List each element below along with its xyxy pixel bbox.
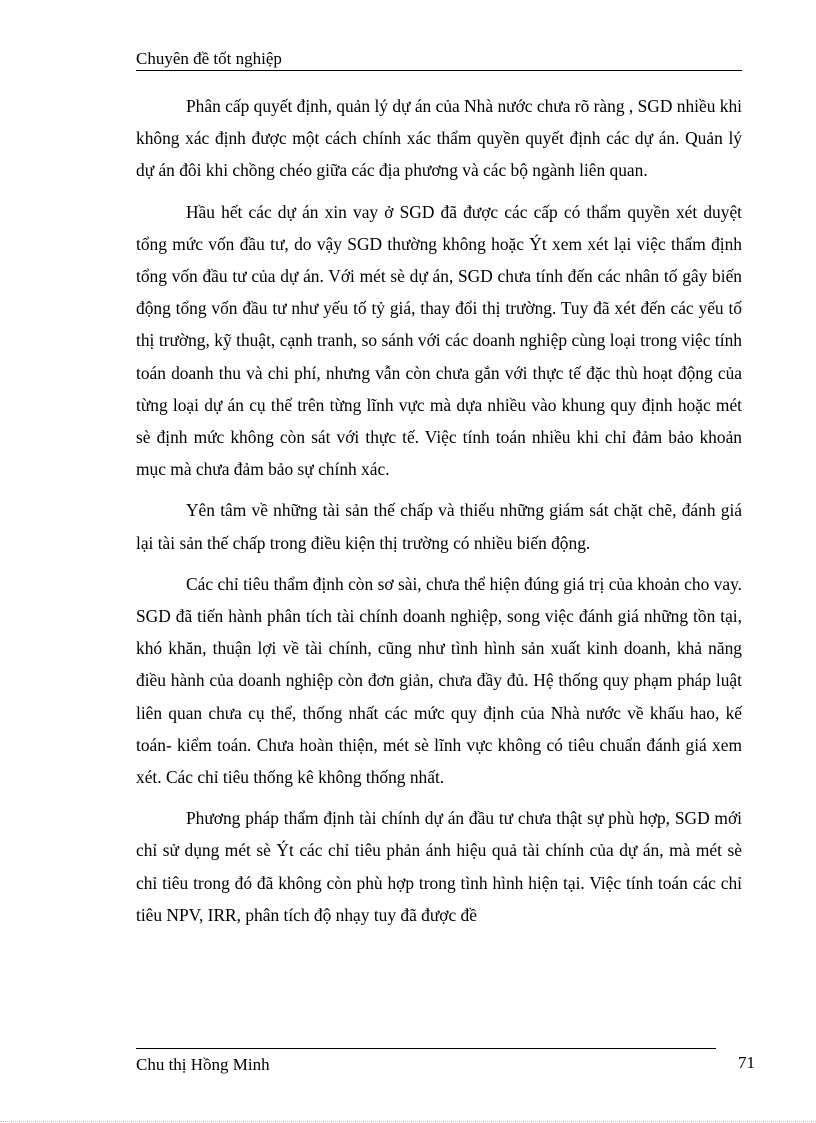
footer-author: Chu thị Hồng Minh <box>136 1055 270 1074</box>
page-edge-divider <box>0 1121 816 1122</box>
paragraph-4: Các chỉ tiêu thẩm định còn sơ sài, chưa thể hiện đúng giá trị của khoản cho vay. SGD đã tiến hành phân tích tài chính doanh nghiệp, song việc đánh giá những tồn tại, khó khăn, thuận lợi về tài chính, cũng như tình hình sản xuất kinh doanh, khả năng điều hành của doanh nghiệp còn đơn giản, chưa đầy đủ. Hệ thống quy phạm pháp luật liên quan chưa cụ thể, thống nhất các mức quy định của Nhà nước về khấu hao, kế toán- kiểm toán. Chưa hoàn thiện, mét sè lĩnh vực không có tiêu chuẩn đánh giá xem xét. Các chỉ tiêu thống kê không thống nhất. <box>136 573 742 788</box>
header-divider <box>136 70 742 71</box>
document-body <box>136 90 742 931</box>
paragraph-3: Yên tâm về những tài sản thế chấp và thiếu những giám sát chặt chẽ, đánh giá lại tài sản thế chấp trong điều kiện thị trường có nhiều biến động. <box>136 500 742 553</box>
paragraph-5: Phương pháp thẩm định tài chính dự án đầu tư chưa thật sự phù hợp, SGD mới chỉ sử dụng mét sè Ýt các chỉ tiêu phản ánh hiệu quả tài chính của dự án, mà mét sè chỉ tiêu trong đó đã không còn phù hợp trong tình hình hiện tại. Việc tính toán các chỉ tiêu NPV, IRR, phân tích độ nhạy tuy đã được đề <box>136 808 742 925</box>
page-number: 71 <box>738 1053 755 1072</box>
paragraph-2: Hầu hết các dự án xin vay ở SGD đã được các cấp có thẩm quyền xét duyệt tổng mức vốn đầu tư, do vậy SGD thường không hoặc Ýt xem xét lại việc thẩm định tổng vốn đầu tư của dự án. Với mét sè dự án, SGD chưa tính đến các nhân tố gây biến động tổng vốn đầu tư như yếu tố tỷ giá, thay đổi thị trường. Tuy đã xét đến các yếu tố thị trường, kỹ thuật, cạnh tranh, so sánh với các doanh nghiệp cùng loại trong việc tính toán doanh thu và chi phí, nhưng vẫn còn chưa gắn với thực tế đặc thù hoạt động của từng loại dự án cụ thể trên từng lĩnh vực mà dựa nhiều vào khung quy định hoặc mét sè định mức không còn sát với thực tế. Việc tính toán nhiều khi chỉ đảm bảo khoản mục mà chưa đảm bảo sự chính xác. <box>136 201 742 480</box>
footer-divider <box>136 1048 716 1049</box>
header-title: Chuyên đề tốt nghiệp <box>136 49 282 68</box>
paragraph-1: Phân cấp quyết định, quản lý dự án của Nhà nước chưa rõ ràng , SGD nhiều khi không xác định được một cách chính xác thẩm quyền quyết định các dự án. Quản lý dự án đôi khi chồng chéo giữa các địa phương và các bộ ngành liên quan. <box>136 96 742 181</box>
